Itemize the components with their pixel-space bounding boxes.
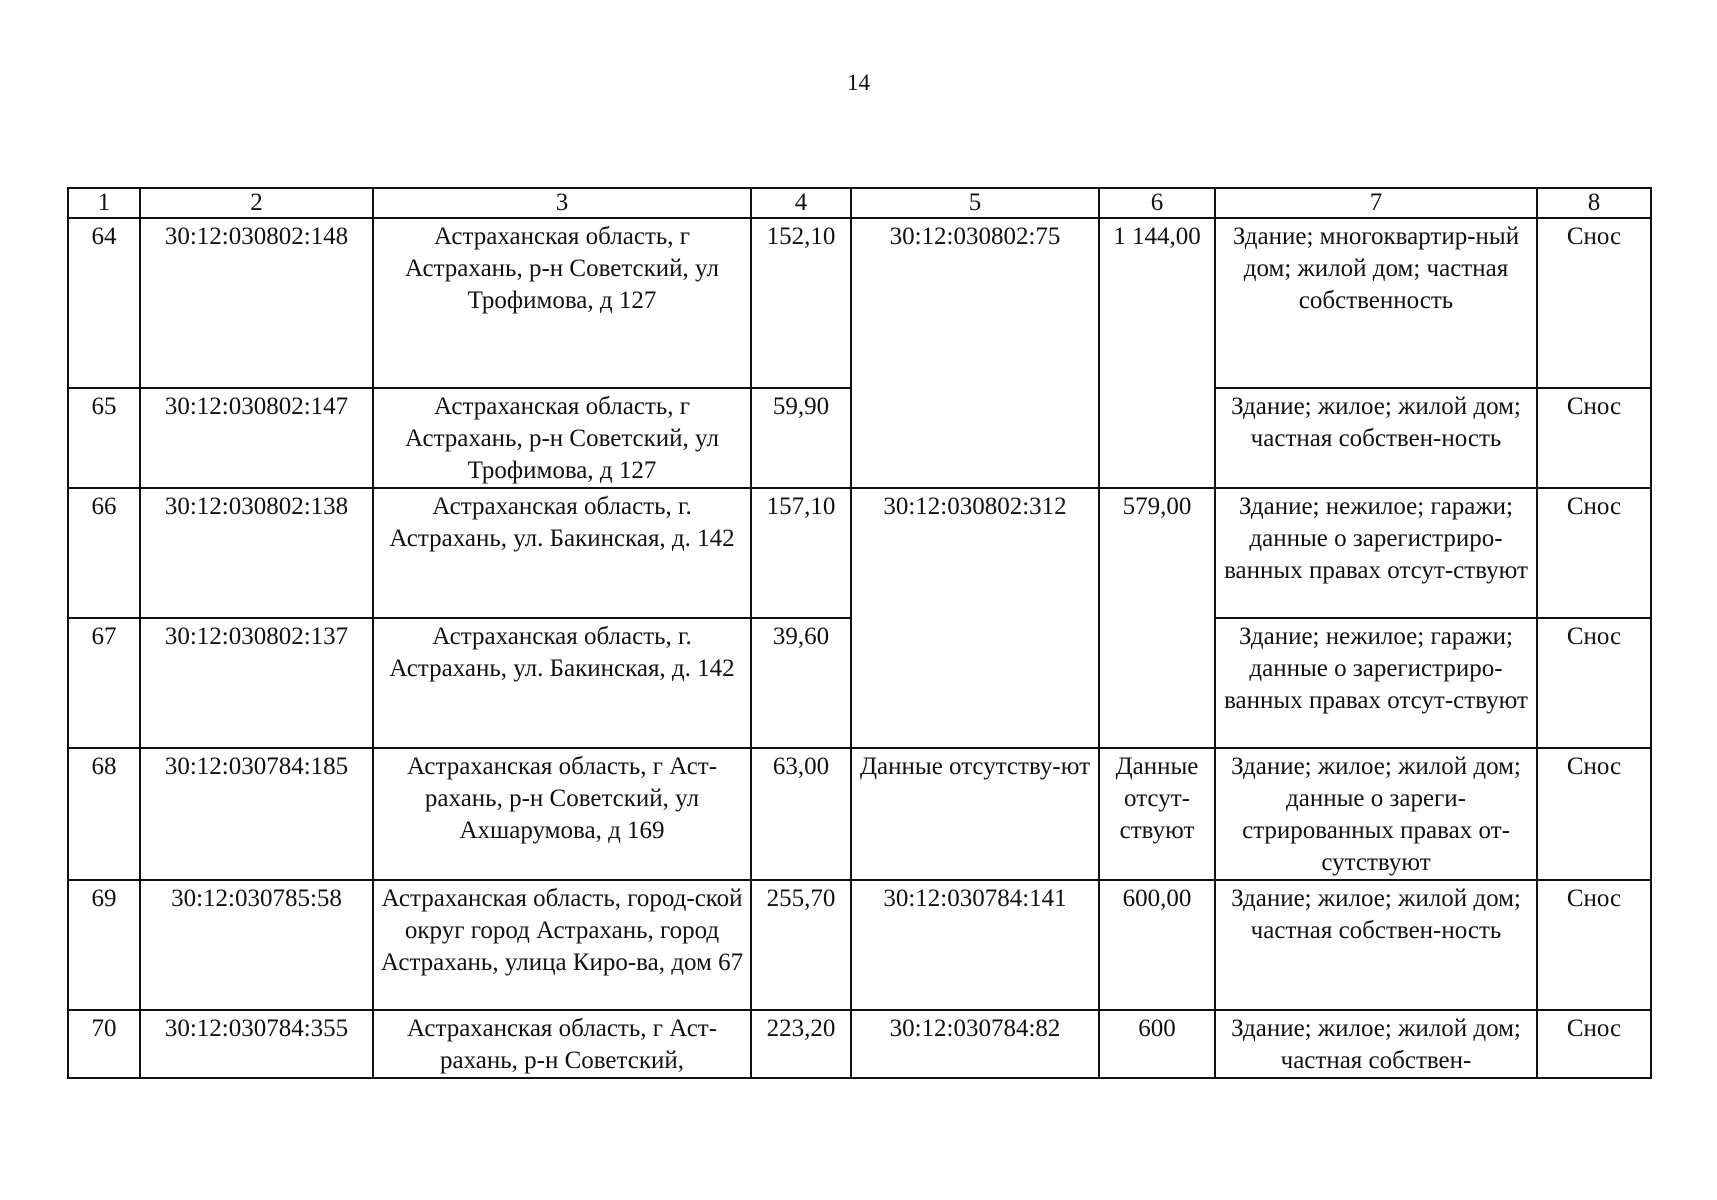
- row-number-cell: 70: [68, 1010, 140, 1078]
- cadastral-number-cell: 30:12:030784:185: [140, 748, 373, 880]
- land-area-cell: 600,00: [1099, 880, 1215, 1010]
- land-cadastral-cell: 30:12:030784:141: [851, 880, 1099, 1010]
- land-cadastral-cell: 30:12:030802:75: [851, 218, 1099, 488]
- land-cadastral-cell: Данные отсутству-ют: [851, 748, 1099, 880]
- land-cadastral-cell: 30:12:030802:312: [851, 488, 1099, 748]
- area-cell: 63,00: [751, 748, 851, 880]
- column-header: 3: [373, 188, 751, 218]
- column-header: 7: [1215, 188, 1537, 218]
- area-cell: 223,20: [751, 1010, 851, 1078]
- column-header: 1: [68, 188, 140, 218]
- address-cell: Астраханская область, г Астрахань, р-н Советский, ул Трофимова, д 127: [373, 218, 751, 388]
- area-cell: 255,70: [751, 880, 851, 1010]
- description-cell: Здание; жилое; жилой дом; частная собствен-ность: [1215, 388, 1537, 488]
- table-header-row: [68, 188, 1651, 218]
- cadastral-number-cell: 30:12:030784:355: [140, 1010, 373, 1078]
- land-cadastral-cell: 30:12:030784:82: [851, 1010, 1099, 1078]
- action-cell: Снос: [1537, 618, 1651, 748]
- address-cell: Астраханская область, г Астрахань, р-н Советский, ул Трофимова, д 127: [373, 388, 751, 488]
- land-area-cell: 1 144,00: [1099, 218, 1215, 488]
- action-cell: Снос: [1537, 488, 1651, 618]
- area-cell: 59,90: [751, 388, 851, 488]
- cadastral-number-cell: 30:12:030802:147: [140, 388, 373, 488]
- registry-table: [67, 187, 1652, 1079]
- area-cell: 39,60: [751, 618, 851, 748]
- row-number-cell: 67: [68, 618, 140, 748]
- description-cell: Здание; жилое; жилой дом; данные о зареги-стрированных правах от-сутствуют: [1215, 748, 1537, 880]
- address-cell: Астраханская область, г. Астрахань, ул. Бакинская, д. 142: [373, 618, 751, 748]
- action-cell: Снос: [1537, 748, 1651, 880]
- area-cell: 157,10: [751, 488, 851, 618]
- cadastral-number-cell: 30:12:030802:137: [140, 618, 373, 748]
- land-area-cell: 600: [1099, 1010, 1215, 1078]
- table-row: [68, 488, 1651, 618]
- table-row: [68, 748, 1651, 880]
- row-number-cell: 68: [68, 748, 140, 880]
- action-cell: Снос: [1537, 388, 1651, 488]
- table-row: [68, 880, 1651, 1010]
- table-row: [68, 1010, 1651, 1078]
- area-cell: 152,10: [751, 218, 851, 388]
- column-header: 8: [1537, 188, 1651, 218]
- cadastral-number-cell: 30:12:030802:148: [140, 218, 373, 388]
- land-area-cell: 579,00: [1099, 488, 1215, 748]
- row-number-cell: 66: [68, 488, 140, 618]
- description-cell: Здание; нежилое; гаражи; данные о зарегистриро-ванных правах отсут-ствуют: [1215, 488, 1537, 618]
- address-cell: Астраханская область, г. Астрахань, ул. Бакинская, д. 142: [373, 488, 751, 618]
- description-cell: Здание; жилое; жилой дом; частная собствен-ность: [1215, 880, 1537, 1010]
- column-header: 2: [140, 188, 373, 218]
- action-cell: Снос: [1537, 880, 1651, 1010]
- column-header: 5: [851, 188, 1099, 218]
- cadastral-number-cell: 30:12:030802:138: [140, 488, 373, 618]
- column-header: 6: [1099, 188, 1215, 218]
- address-cell: Астраханская область, г Аст-рахань, р-н Советский, ул Ахшарумова, д 169: [373, 748, 751, 880]
- row-number-cell: 64: [68, 218, 140, 388]
- address-cell: Астраханская область, город-ской округ город Астрахань, город Астрахань, улица Киро-ва, дом 67: [373, 880, 751, 1010]
- row-number-cell: 69: [68, 880, 140, 1010]
- row-number-cell: 65: [68, 388, 140, 488]
- description-cell: Здание; многоквартир-ный дом; жилой дом; частная собственность: [1215, 218, 1537, 388]
- column-header: 4: [751, 188, 851, 218]
- land-area-cell: Данные отсут-ствуют: [1099, 748, 1215, 880]
- description-cell: Здание; жилое; жилой дом; частная собствен-: [1215, 1010, 1537, 1078]
- action-cell: Снос: [1537, 218, 1651, 388]
- cadastral-number-cell: 30:12:030785:58: [140, 880, 373, 1010]
- address-cell: Астраханская область, г Аст-рахань, р-н Советский,: [373, 1010, 751, 1078]
- description-cell: Здание; нежилое; гаражи; данные о зарегистриро-ванных правах отсут-ствуют: [1215, 618, 1537, 748]
- page-number: 14: [847, 70, 870, 95]
- action-cell: Снос: [1537, 1010, 1651, 1078]
- table-row: [68, 218, 1651, 388]
